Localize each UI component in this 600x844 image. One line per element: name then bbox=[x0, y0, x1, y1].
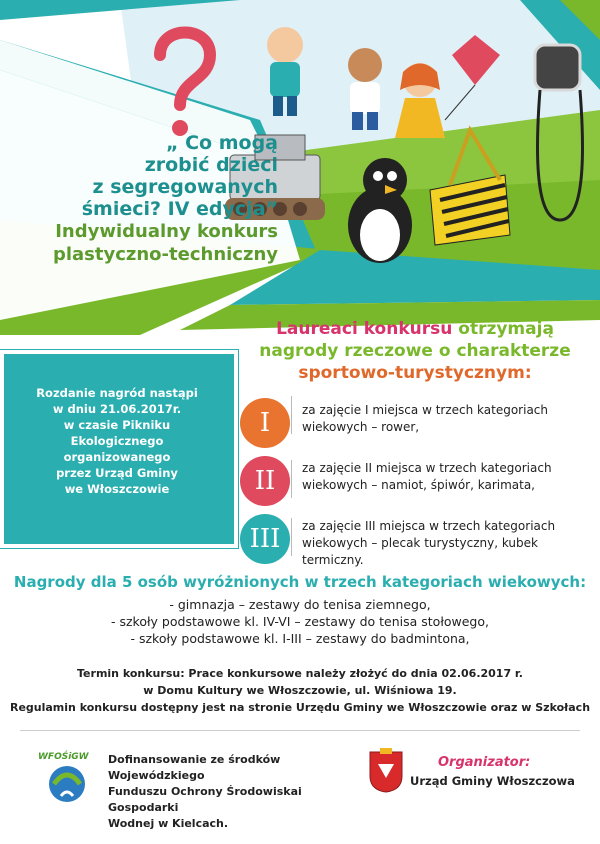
ceremony-line: we Włoszczowie bbox=[64, 482, 170, 496]
ceremony-line: Rozdanie nagród nastąpi bbox=[36, 386, 198, 400]
prize-text-third: za zajęcie III miejsca w trzech kategoriach wiekowych – plecak turystyczny, kubek termiczny. bbox=[302, 519, 556, 567]
title-line: „ Co mogą bbox=[166, 132, 278, 154]
contest-title bbox=[18, 132, 278, 266]
laureates-heading-part2: otrzymają bbox=[452, 319, 554, 339]
ceremony-line: w dniu 21.06.2017r. bbox=[52, 402, 182, 416]
subtitle-line: Indywidualny konkurs bbox=[55, 221, 278, 242]
title-line: z segregowanych bbox=[92, 176, 278, 198]
footer-divider bbox=[20, 730, 580, 731]
divider-line bbox=[291, 460, 292, 498]
prize-badge-second: II bbox=[240, 456, 290, 506]
laureates-heading-part1: Laureaci konkursu bbox=[276, 319, 453, 339]
laureates-heading bbox=[250, 318, 580, 384]
ceremony-line: Ekologicznego organizowanego bbox=[63, 434, 171, 464]
ceremony-line: przez Urząd Gminy bbox=[56, 466, 178, 480]
rules-line: Regulamin konkursu dostępny jest na stronie Urzędu Gminy we Włoszczowie oraz w Szkołach bbox=[9, 701, 591, 714]
prize-badge-third: III bbox=[240, 514, 290, 564]
laureates-heading-line3: sportowo-turystycznym: bbox=[298, 363, 532, 383]
divider-line bbox=[291, 518, 292, 556]
prize-text-second: za zajęcie II miejsca w trzech kategoriach wiekowych – namiot, śpiwór, karimata, bbox=[302, 461, 552, 492]
funding-line: Dofinansowanie ze środków Wojewódzkiego bbox=[108, 753, 281, 782]
distinction-item: - szkoły podstawowe kl. I-III – zestawy do badmintona, bbox=[130, 631, 470, 646]
distinction-item: - szkoły podstawowe kl. IV-VI – zestawy do tenisa stołowego, bbox=[111, 614, 489, 629]
contest-rules bbox=[0, 665, 600, 716]
prize-text-first: za zajęcie I miejsca w trzech kategoriach wiekowych – rower, bbox=[302, 403, 549, 434]
ceremony-line: w czasie Pikniku bbox=[63, 418, 171, 432]
title-line: zrobić dzieci bbox=[144, 154, 278, 176]
title-line: śmieci? IV edycja” bbox=[81, 198, 278, 220]
distinctions-heading: Nagrody dla 5 osób wyróżnionych w trzech kategoriach wiekowych: bbox=[13, 573, 587, 591]
divider-line bbox=[291, 396, 292, 434]
ceremony-text bbox=[18, 385, 216, 497]
rules-line: w Domu Kultury we Włoszczowie, ul. Wiśniowa 19. bbox=[143, 684, 457, 697]
coat-of-arms-icon bbox=[368, 748, 404, 794]
wfos-logo-text: WFOŚiGW bbox=[38, 752, 89, 762]
funding-text bbox=[108, 752, 308, 832]
organizer-label: Organizator: bbox=[438, 755, 531, 770]
funding-line: Funduszu Ochrony Środowiskai Gospodarki bbox=[108, 785, 302, 814]
organizer-name: Urząd Gminy Włoszczowa bbox=[410, 774, 575, 788]
rules-line: Termin konkursu: Prace konkursowe należy złożyć do dnia 02.06.2017 r. bbox=[77, 667, 523, 680]
funding-line: Wodnej w Kielcach. bbox=[108, 817, 229, 830]
distinction-item: - gimnazja – zestawy do tenisa ziemnego, bbox=[169, 597, 431, 612]
distinctions-list bbox=[0, 596, 600, 647]
laureates-heading-line2: nagrody rzeczowe o charakterze bbox=[259, 341, 571, 361]
prize-badge-first: I bbox=[240, 398, 290, 448]
subtitle-line: plastyczno-techniczny bbox=[52, 244, 278, 265]
